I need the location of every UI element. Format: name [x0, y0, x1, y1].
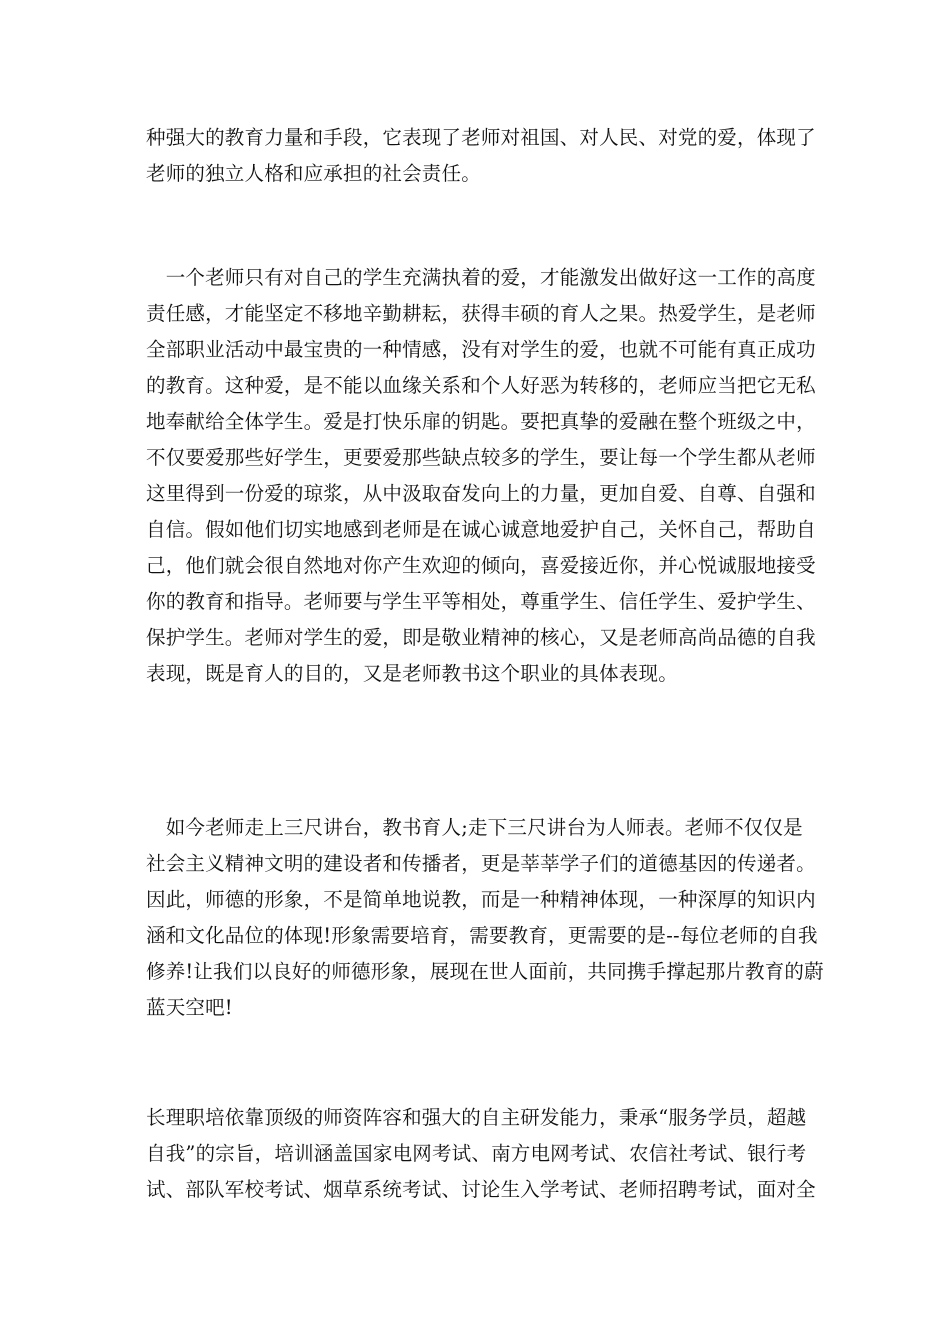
paragraph-2-line-5: 地奉献给全体学生。爱是打快乐扉的钥匙。要把真挚的爱融在整个班级之中，: [146, 410, 816, 433]
paragraph-2-line-7: 这里得到一份爱的琼浆，从中汲取奋发向上的力量，更加自爱、自尊、自强和: [146, 482, 816, 505]
paragraph-3-line-2: 社会主义精神文明的建设者和传播者，更是莘莘学子们的道德基因的传递者。: [146, 852, 816, 875]
paragraph-3-line-1: 如今老师走上三尺讲台，教书育人;走下三尺讲台为人师表。老师不仅仅是: [146, 816, 803, 839]
paragraph-1-line-2: 老师的独立人格和应承担的社会责任。: [146, 162, 481, 185]
paragraph-3-line-6: 蓝天空吧!: [146, 996, 233, 1019]
paragraph-2-line-10: 你的教育和指导。老师要与学生平等相处，尊重学生、信任学生、爱护学生、: [146, 590, 816, 613]
paragraph-4-line-1: 长理职培依靠顶级的师资阵容和强大的自主研发能力，秉承“服务学员，超越: [146, 1106, 807, 1129]
paragraph-2-line-11: 保护学生。老师对学生的爱，即是敬业精神的核心，又是老师高尚品德的自我: [146, 626, 816, 649]
paragraph-1-line-1: 种强大的教育力量和手段，它表现了老师对祖国、对人民、对党的爱，体现了: [146, 126, 816, 149]
paragraph-3-line-3: 因此，师德的形象，不是简单地说教，而是一种精神体现，一种深厚的知识内: [146, 888, 816, 911]
paragraph-2-line-8: 自信。假如他们切实地感到老师是在诚心诚意地爱护自己，关怀自己，帮助自: [146, 518, 816, 541]
paragraph-2-line-3: 全部职业活动中最宝贵的一种情感，没有对学生的爱，也就不可能有真正成功: [146, 338, 816, 361]
paragraph-2-line-2: 责任感，才能坚定不移地辛勤耕耘，获得丰硕的育人之果。热爱学生，是老师: [146, 302, 816, 325]
paragraph-2-line-4: 的教育。这种爱，是不能以血缘关系和个人好恶为转移的，老师应当把它无私: [146, 374, 816, 397]
paragraph-2-line-12: 表现，既是育人的目的，又是老师教书这个职业的具体表现。: [146, 662, 678, 685]
paragraph-4-line-2: 自我”的宗旨，培训涵盖国家电网考试、南方电网考试、农信社考试、银行考: [146, 1142, 807, 1165]
paragraph-4-line-3: 试、部队军校考试、烟草系统考试、讨论生入学考试、老师招聘考试，面对全: [146, 1178, 816, 1201]
paragraph-3-line-4: 涵和文化品位的体现!形象需要培育，需要教育，更需要的是--每位老师的自我: [146, 924, 818, 947]
paragraph-3-line-5: 修养!让我们以良好的师德形象，展现在世人面前，共同携手撑起那片教育的蔚: [146, 960, 824, 983]
paragraph-2-line-1: 一个老师只有对自己的学生充满执着的爱，才能激发出做好这一工作的高度: [146, 266, 816, 289]
paragraph-2-line-9: 己，他们就会很自然地对你产生欢迎的倾向，喜爱接近你，并心悦诚服地接受: [146, 554, 816, 577]
paragraph-2-line-6: 不仅要爱那些好学生，更要爱那些缺点较多的学生，要让每一个学生都从老师: [146, 446, 816, 469]
